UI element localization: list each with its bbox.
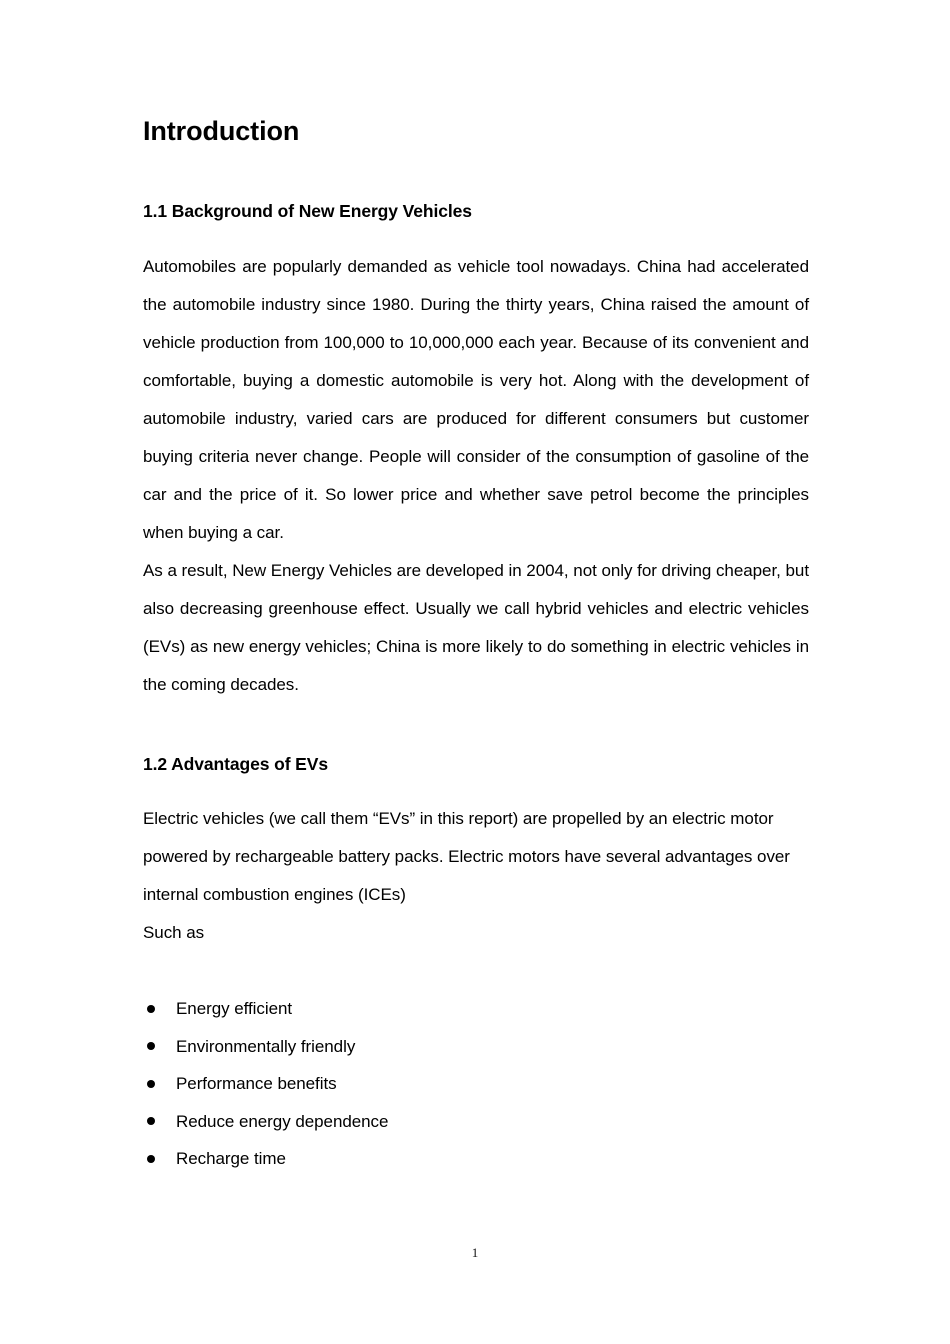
paragraph-advantages-1: Electric vehicles (we call them “EVs” in this report) are propelled by an electric motor powered by rechargeable battery packs. Electric motors have several advantages over internal combustion engines (ICEs) bbox=[143, 809, 790, 904]
paragraph-background-1: Automobiles are popularly demanded as vehicle tool nowadays. China had accelerated the automobile industry since 1980. During the thirty years, China raised the amount of vehicle production from 100,000 to 10,000,000 each year. Because of its convenient and comfortable, buying a domestic automobile is very hot. Along with the development of automobile industry, varied cars are produced for different consumers but customer buying criteria never change. People will consider of the consumption of gasoline of the car and the price of it. So lower price and whether save petrol become the principles when buying a car. bbox=[143, 256, 809, 542]
page-title: Introduction bbox=[143, 116, 300, 146]
list-item-label: Environmentally friendly bbox=[176, 1036, 356, 1056]
list-item bbox=[143, 1028, 809, 1066]
bullet-point-icon bbox=[147, 1080, 155, 1088]
page-content bbox=[143, 0, 809, 1178]
section-heading-1-1: 1.1 Background of New Energy Vehicles bbox=[143, 201, 472, 221]
paragraph-background-2: As a result, New Energy Vehicles are developed in 2004, not only for driving cheaper, but also decreasing greenhouse effect. Usually we call hybrid vehicles and electric vehicles (EVs) as new energy vehicles; China is more likely to do something in electric vehicles in the coming decades. bbox=[143, 560, 809, 694]
list-item-label: Recharge time bbox=[176, 1149, 286, 1168]
list-item bbox=[143, 1140, 809, 1178]
bullet-point-icon bbox=[147, 1005, 155, 1013]
list-item bbox=[143, 1103, 809, 1141]
list-item-label: Energy efficient bbox=[176, 999, 293, 1018]
advantages-bullet-list bbox=[143, 952, 809, 1178]
list-item bbox=[143, 990, 809, 1028]
list-item-label: Performance benefits bbox=[176, 1074, 337, 1093]
bullet-point-icon bbox=[147, 1042, 155, 1050]
paragraph-such-as: Such as bbox=[143, 923, 205, 942]
section-heading-1-2: 1.2 Advantages of EVs bbox=[143, 753, 328, 774]
bullet-point-icon bbox=[147, 1117, 155, 1125]
list-item bbox=[143, 1065, 809, 1103]
list-item-label: Reduce energy dependence bbox=[176, 1111, 389, 1131]
bullet-point-icon bbox=[147, 1155, 155, 1163]
page-number-footer: 1 bbox=[471, 1245, 479, 1260]
